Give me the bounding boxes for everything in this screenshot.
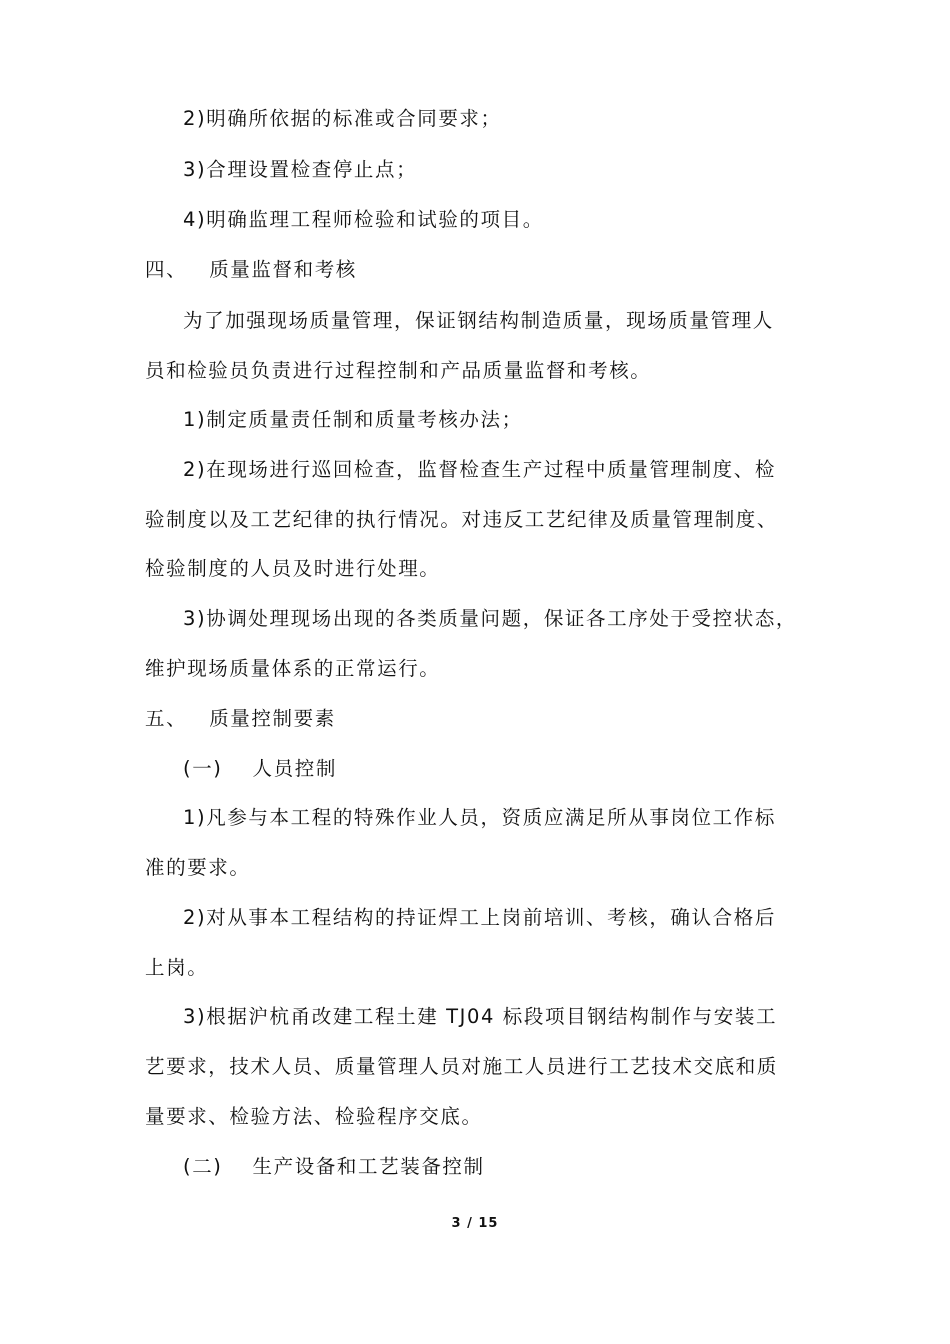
subsection-number: (二): [183, 1155, 223, 1178]
paragraph-line: 3)协调处理现场出现的各类质量问题，保证各工序处于受控状态，: [183, 607, 798, 630]
paragraph-line: 上岗。: [145, 956, 209, 979]
section-heading: [0, 258, 950, 282]
paragraph-line: 量要求、检验方法、检验程序交底。: [145, 1105, 483, 1128]
section-heading: [0, 707, 950, 731]
paragraph-line: 为了加强现场质量管理，保证钢结构制造质量，现场质量管理人: [183, 309, 774, 332]
subsection-title: 人员控制: [252, 757, 337, 780]
paragraph-line: 维护现场质量体系的正常运行。: [145, 657, 441, 680]
paragraph-line: 准的要求。: [145, 856, 251, 879]
paragraph-line: 验制度以及工艺纪律的执行情况。对违反工艺纪律及质量管理制度、: [145, 508, 779, 531]
subsection-heading: [0, 1155, 950, 1179]
section-title: 质量控制要素: [209, 707, 336, 730]
paragraph-line: 2)明确所依据的标准或合同要求；: [183, 107, 502, 130]
paragraph-line: 3)根据沪杭甬改建工程土建 TJ04 标段项目钢结构制作与安装工: [183, 1005, 778, 1028]
page-number: 3 / 15: [451, 1216, 499, 1231]
paragraph-line: 1)凡参与本工程的特殊作业人员，资质应满足所从事岗位工作标: [183, 806, 776, 829]
paragraph-line: 艺要求，技术人员、质量管理人员对施工人员进行工艺技术交底和质: [145, 1055, 779, 1078]
paragraph-line: 4)明确监理工程师检验和试验的项目。: [183, 208, 544, 231]
subsection-title: 生产设备和工艺装备控制: [252, 1155, 485, 1178]
paragraph-line: 3)合理设置检查停止点；: [183, 158, 418, 181]
paragraph-line: 2)在现场进行巡回检查，监督检查生产过程中质量管理制度、检: [183, 458, 776, 481]
section-title: 质量监督和考核: [209, 258, 357, 281]
subsection-heading: [0, 757, 950, 781]
paragraph-line: 2)对从事本工程结构的持证焊工上岗前培训、考核，确认合格后: [183, 906, 776, 929]
subsection-number: (一): [183, 757, 223, 780]
paragraph-line: 1)制定质量责任制和质量考核办法；: [183, 408, 523, 431]
paragraph-line: 员和检验员负责进行过程控制和产品质量监督和考核。: [145, 359, 652, 382]
paragraph-line: 检验制度的人员及时进行处理。: [145, 557, 441, 580]
section-number: 四、: [145, 258, 188, 281]
section-number: 五、: [145, 707, 188, 730]
